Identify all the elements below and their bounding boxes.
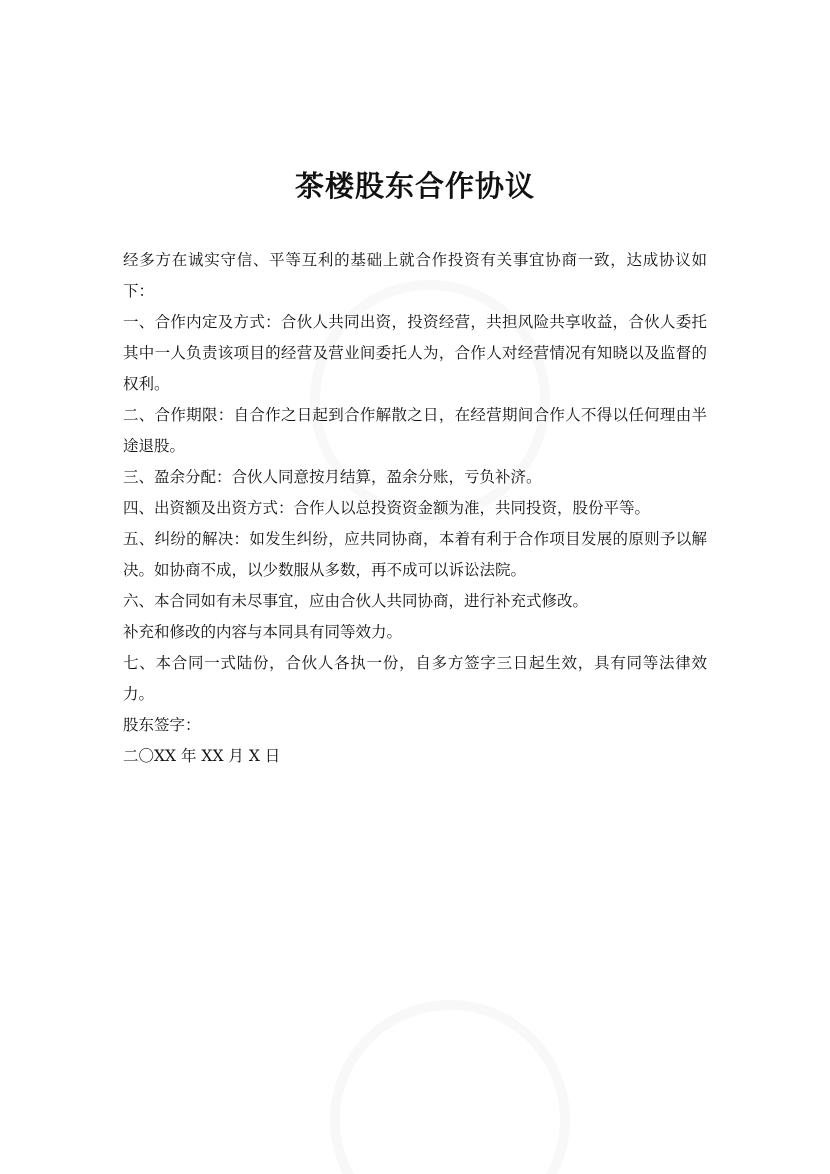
intro-paragraph: 经多方在诚实守信、平等互利的基础上就合作投资有关事宜协商一致，达成协议如下： [123, 251, 707, 300]
clause-4: 四、出资额及出资方式：合作人以总投资资金额为准，共同投资，股份平等。 [123, 499, 651, 517]
clause-5: 五、纠纷的解决：如发生纠纷，应共同协商，本着有利于合作项目发展的原则予以解决。如协商不成，以少数服从多数，再不成可以诉讼法院。 [123, 530, 707, 579]
clause-6-supplement: 补充和修改的内容与本同具有同等效力。 [123, 623, 403, 641]
clause-6: 六、本合同如有未尽事宜，应由合伙人共同协商，进行补充式修改。 [123, 592, 589, 610]
signing-date: 二〇XX 年 XX 月 X 日 [123, 747, 281, 765]
clause-3: 三、盈余分配：合伙人同意按月结算，盈余分账，亏负补济。 [123, 468, 542, 486]
signature-label: 股东签字： [123, 716, 201, 734]
clause-1: 一、合作内定及方式：合伙人共同出资，投资经营，共担风险共享收益，合伙人委托其中一人负责该项目的经营及营业间委托人为，合作人对经营情况有知晓以及监督的权利。 [123, 313, 707, 393]
clause-2: 二、合作期限：自合作之日起到合作解散之日，在经营期间合作人不得以任何理由半途退股。 [123, 406, 707, 455]
clause-7: 七、本合同一式陆份，合伙人各执一份，自多方签字三日起生效，具有同等法律效力。 [123, 654, 707, 703]
document-body [123, 245, 707, 772]
document-title: 茶楼股东合作协议 [294, 169, 535, 203]
